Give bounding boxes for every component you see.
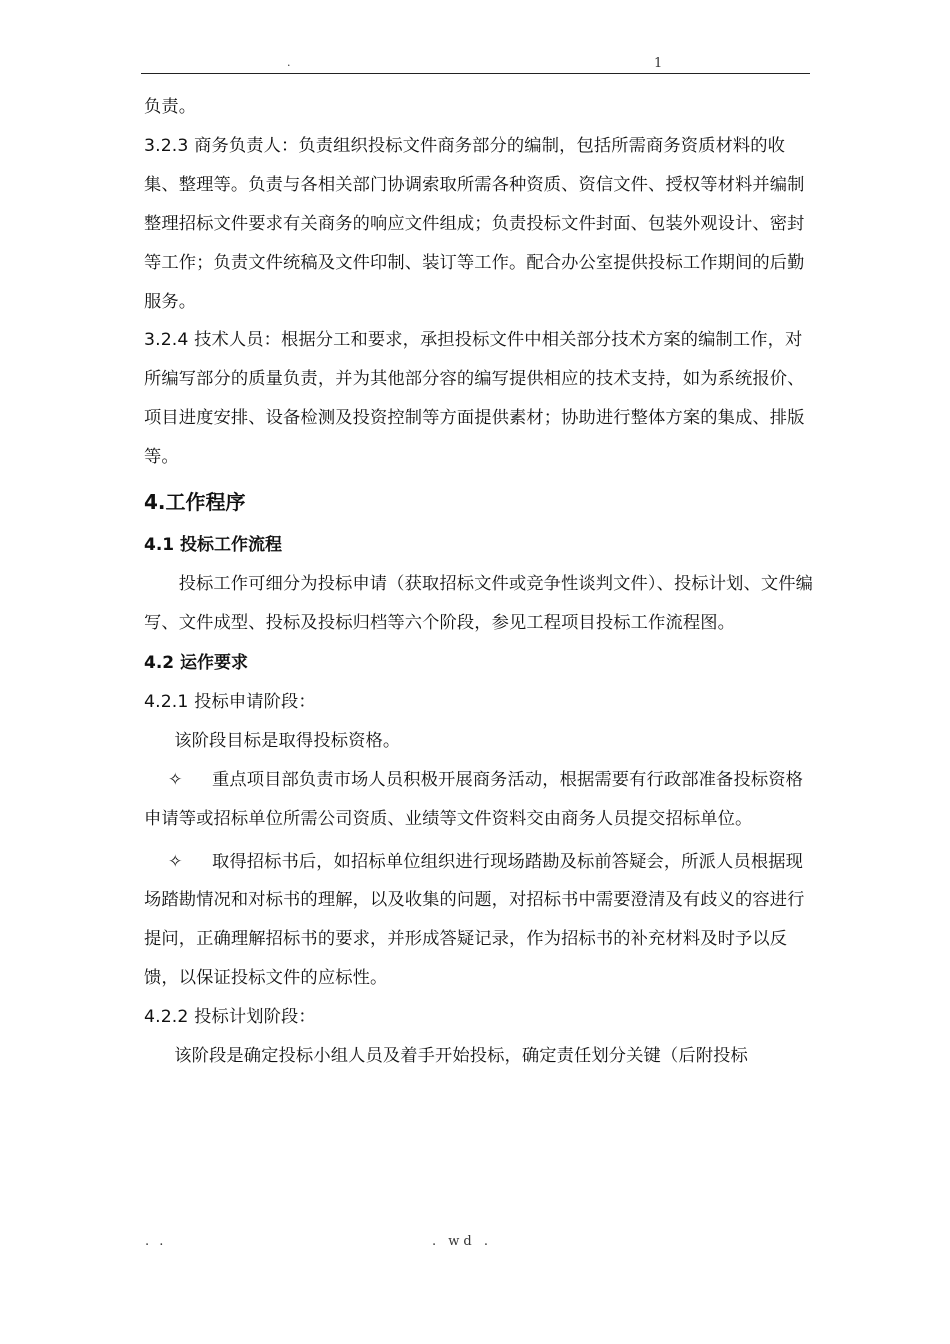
bullet-item-1 xyxy=(144,761,814,839)
subsection-heading-4-1: 4.1 投标工作流程 xyxy=(144,535,283,556)
section-heading-4: 4.工作程序 xyxy=(144,490,246,515)
bullet-item-2 xyxy=(144,843,814,999)
heading-4-2-1: 4.2.1 投标申请阶段： xyxy=(144,691,316,712)
heading-4-2-2: 4.2.2 投标计划阶段： xyxy=(144,1007,316,1028)
diamond-bullet-icon: ✧ xyxy=(168,851,183,872)
paragraph-3-2-4: 3.2.4 技术人员：根据分工和要求，承担投标文件中相关部分技术方案的编制工作，对所编写部分的质量负责，并为其他部分容的编写提供相应的技术支持，如为系统报价、项目进度安排、设备检测及投资控制等方面提供素材；协助进行整体方案的集成、排版等。 xyxy=(144,330,805,468)
paragraph-3-2-3: 3.2.3 商务负责人：负责组织投标文件商务部分的编制，包括所需商务资质材料的收集、整理等。负责与各相关部门协调索取所需各种资质、资信文件、授权等材料并编制整理招标文件要求有关商务的响应文件组成；负责投标文件封面、包装外观设计、密封等工作；负责文件统稿及文件印制、装订等工作。配合办公室提供投标工作期间的后勤服务。 xyxy=(144,135,805,312)
footer-left-mark: . . xyxy=(145,1234,167,1249)
bullet-text-1: 重点项目部负责市场人员积极开展商务活动，根据需要有行政部准备投标资格申请等或招标单位所需公司资质、业绩等文件资料交由商务人员提交招标单位。 xyxy=(144,769,803,829)
header-mark: . xyxy=(287,56,291,69)
paragraph-4-1: 投标工作可细分为投标申请（获取招标文件或竞争性谈判文件）、投标计划、文件编写、文件成型、投标及投标归档等六个阶段，参见工程项目投标工作流程图。 xyxy=(144,574,814,633)
page-header xyxy=(141,56,810,74)
footer-center-mark: . wd . xyxy=(432,1234,492,1249)
bullet-text-2: 取得招标书后，如招标单位组织进行现场踏勘及标前答疑会，所派人员根据现场踏勘情况和对标书的理解，以及收集的问题，对招标书中需要澄清及有歧义的容进行提问，正确理解招标书的要求，并形成答疑记录，作为招标书的补充材料及时予以反馈，以保证投标文件的应标性。 xyxy=(144,851,805,989)
document-body xyxy=(144,88,814,1076)
header-page-number: 1 xyxy=(654,56,663,71)
diamond-bullet-icon: ✧ xyxy=(168,769,183,790)
subsection-heading-4-2: 4.2 运作要求 xyxy=(144,652,249,673)
paragraph-4-2-2: 该阶段是确定投标小组人员及着手开始投标，确定责任划分关键（后附投标 xyxy=(174,1046,748,1067)
paragraph-4-2-1: 该阶段目标是取得投标资格。 xyxy=(174,730,401,751)
paragraph-continuation: 负责。 xyxy=(144,97,197,117)
